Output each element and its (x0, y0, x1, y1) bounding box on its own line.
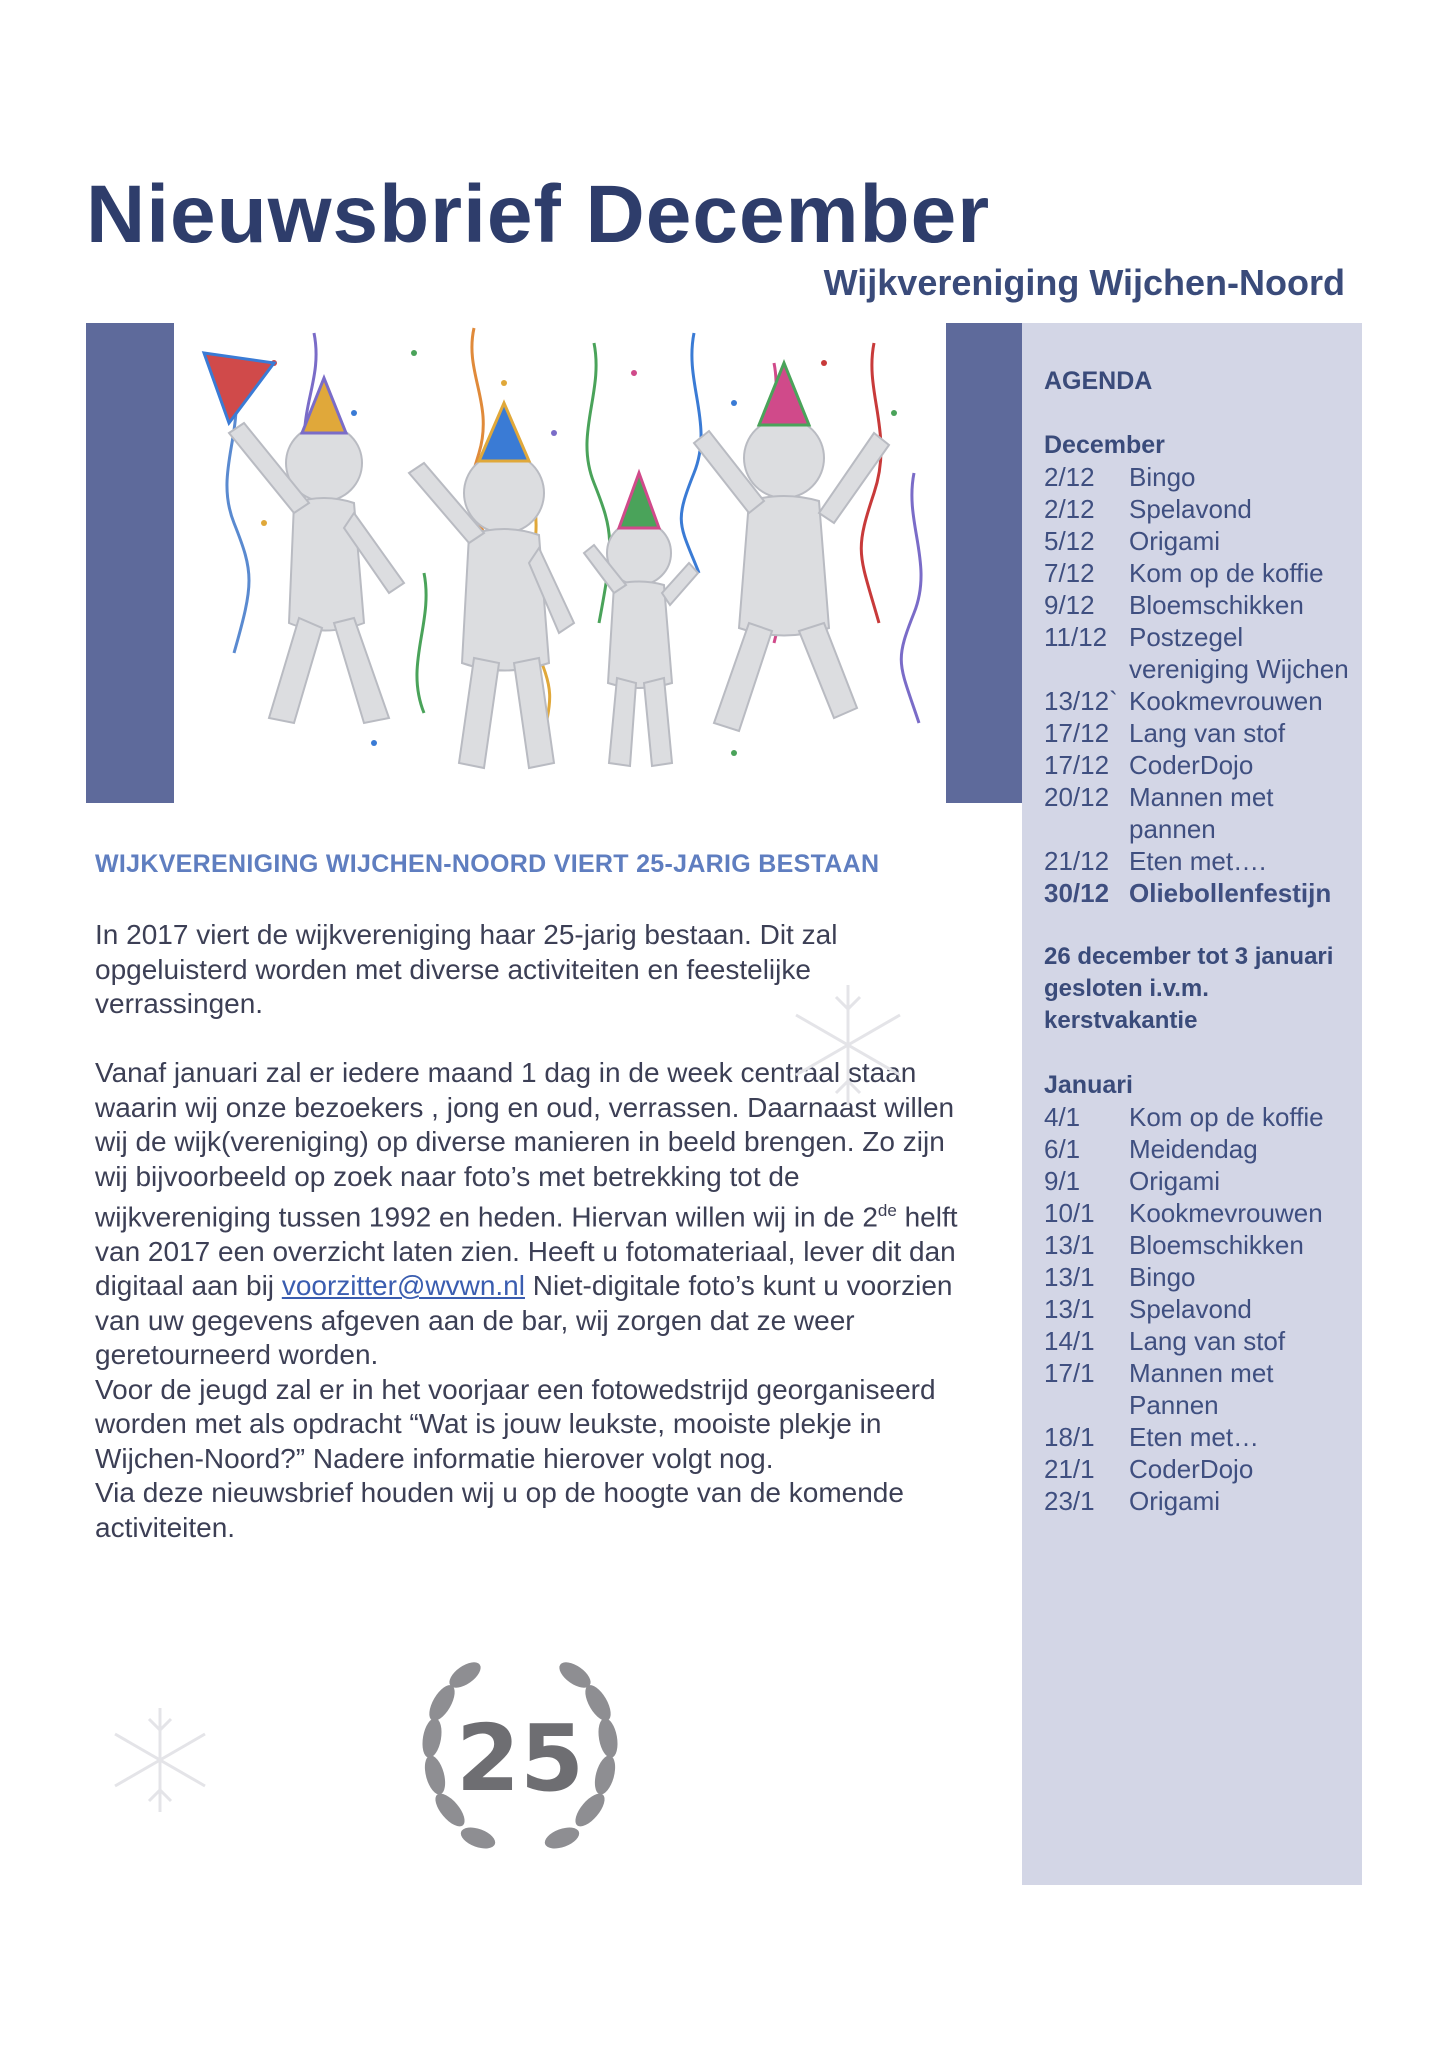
agenda-title: AGENDA (1044, 367, 1153, 395)
agenda-list (1044, 365, 1364, 1517)
agenda-item-activity: Meidendag (1129, 1134, 1258, 1164)
paragraph-main-part1: Vanaf januari zal er iedere maand 1 dag in de week centraal staan waarin wij onze bezoekers , jong en oud, verrassen. Daarnaast willen wij de wijk(vereniging) op diverse manieren in beeld brengen. Zo zijn wij bijvoorbeeld op zoek naar foto’s met betrekking tot de wijkvereniging tussen 1992 en heden. Hiervan willen wij in de 2 (95, 1057, 955, 1233)
paragraph-closing: Via deze nieuwsbrief houden wij u op de hoogte van de komende activiteiten. (95, 1477, 904, 1543)
agenda-item-date: 2/12 (1044, 462, 1095, 492)
agenda-item (1044, 717, 1364, 749)
agenda-item (1044, 1325, 1364, 1357)
agenda-item (1044, 877, 1364, 909)
agenda-item (1044, 1293, 1364, 1325)
agenda-item (1044, 1229, 1364, 1261)
agenda-item-date: 13/12` (1044, 686, 1118, 716)
agenda-item (1044, 621, 1364, 685)
agenda-item-date: 4/1 (1044, 1102, 1081, 1132)
agenda-item-date: 17/12 (1044, 750, 1110, 780)
agenda-item-date: 2/12 (1044, 494, 1095, 524)
agenda-item (1044, 557, 1364, 589)
agenda-item (1044, 1485, 1364, 1517)
agenda-panel (1022, 323, 1362, 1885)
agenda-item-activity: Mannen met Pannen (1129, 1358, 1274, 1420)
agenda-item (1044, 1133, 1364, 1165)
agenda-item-activity: Origami (1129, 1166, 1221, 1196)
agenda-item-activity: Kookmevrouwen (1129, 686, 1323, 716)
agenda-item (1044, 1197, 1364, 1229)
agenda-item-activity: Kookmevrouwen (1129, 1198, 1323, 1228)
agenda-item (1044, 493, 1364, 525)
agenda-item-date: 21/12 (1044, 846, 1110, 876)
agenda-item-date: 13/1 (1044, 1230, 1095, 1260)
left-color-band (86, 323, 174, 803)
agenda-item (1044, 685, 1364, 717)
agenda-item-activity: CoderDojo (1129, 750, 1254, 780)
agenda-item-date: 23/1 (1044, 1486, 1095, 1516)
party-figures-image (174, 323, 946, 803)
agenda-item-date: 9/12 (1044, 590, 1095, 620)
agenda-item-activity: Origami (1129, 526, 1221, 556)
agenda-item (1044, 1453, 1364, 1485)
page-title: Nieuwsbrief December (86, 169, 991, 260)
agenda-item-activity: Origami (1129, 1486, 1221, 1516)
agenda-item-date: 14/1 (1044, 1326, 1095, 1356)
agenda-item (1044, 1165, 1364, 1197)
agenda-item-activity: Kom op de koffie (1129, 1102, 1324, 1132)
agenda-item-date: 9/1 (1044, 1166, 1081, 1196)
agenda-item-activity: Mannen met pannen (1129, 782, 1274, 844)
agenda-item (1044, 845, 1364, 877)
agenda-item-date: 18/1 (1044, 1422, 1095, 1452)
page-subtitle: Wijkvereniging Wijchen-Noord (823, 262, 1345, 303)
month-januari: Januari (1044, 1071, 1133, 1099)
agenda-item-activity: Bingo (1129, 1262, 1196, 1292)
agenda-item (1044, 461, 1364, 493)
paragraph-main-part3: Niet-digitale foto’s kunt u voorzien van uw gegevens afgeven aan de bar, wij zorgen dat ze weer geretourneerd worden. (95, 1270, 953, 1371)
agenda-item-date: 13/1 (1044, 1262, 1095, 1292)
agenda-item (1044, 1421, 1364, 1453)
agenda-item-date: 17/12 (1044, 718, 1110, 748)
agenda-item (1044, 525, 1364, 557)
month-december: December (1044, 431, 1165, 459)
agenda-item (1044, 1261, 1364, 1293)
agenda-item-activity: Kom op de koffie (1129, 558, 1324, 588)
agenda-item-activity: Eten met… (1129, 1422, 1260, 1452)
ordinal-superscript: de (877, 1201, 897, 1220)
email-link[interactable]: voorzitter@wvwn.nl (281, 1270, 525, 1302)
agenda-item-date: 20/12 (1044, 782, 1110, 812)
agenda-item-activity: Eten met…. (1129, 846, 1267, 876)
agenda-item (1044, 1101, 1364, 1133)
december-events (1044, 461, 1364, 909)
agenda-item-activity: Spelavond (1129, 494, 1252, 524)
closed-notice: 26 december tot 3 januari gesloten i.v.m. kerstvakantie (1044, 943, 1334, 1034)
paragraph-intro: In 2017 viert de wijkvereniging haar 25-jarig bestaan. Dit zal opgeluisterd worden met diverse activiteiten en feestelijke verrassingen. (95, 919, 838, 1019)
agenda-item-activity: Lang van stof (1129, 718, 1286, 748)
party-illustration (174, 323, 946, 803)
agenda-item-activity: Bloemschikken (1129, 1230, 1304, 1260)
agenda-item-activity: Bingo (1129, 462, 1196, 492)
right-color-band (946, 323, 1022, 803)
agenda-item-activity: Bloemschikken (1129, 590, 1304, 620)
agenda-item (1044, 589, 1364, 621)
agenda-item-activity: Spelavond (1129, 1294, 1252, 1324)
badge-number: 25 (455, 1705, 585, 1812)
agenda-item-date: 21/1 (1044, 1454, 1095, 1484)
agenda-item-activity: Oliebollenfestijn (1129, 878, 1332, 908)
agenda-item-activity: Postzegel vereniging Wijchen (1129, 622, 1349, 684)
agenda-item-date: 10/1 (1044, 1198, 1095, 1228)
agenda-item-date: 7/12 (1044, 558, 1095, 588)
anniversary-badge (410, 1650, 630, 1865)
agenda-item (1044, 1357, 1364, 1421)
snowflake-icon (778, 975, 918, 1115)
agenda-item-date: 11/12 (1044, 622, 1108, 652)
agenda-item-date: 6/1 (1044, 1134, 1081, 1164)
agenda-item-date: 17/1 (1044, 1358, 1095, 1388)
paragraph-youth-contest: Voor de jeugd zal er in het voorjaar een fotowedstrijd georganiseerd worden met als opdracht “Wat is jouw leukste, mooiste plekje in Wijchen-Noord?” Nadere informatie hierover volgt nog. (95, 1373, 936, 1474)
agenda-item-date: 13/1 (1044, 1294, 1095, 1324)
snowflake-icon (100, 1700, 220, 1820)
agenda-item (1044, 749, 1364, 781)
agenda-item (1044, 781, 1364, 845)
article-headline: WIJKVERENIGING WIJCHEN-NOORD VIERT 25-JARIG BESTAAN (95, 850, 880, 878)
agenda-item-date: 30/12 (1044, 878, 1110, 908)
januari-events (1044, 1101, 1364, 1517)
agenda-item-date: 5/12 (1044, 526, 1095, 556)
agenda-item-activity: Lang van stof (1129, 1326, 1286, 1356)
paragraph-main-part2: helft van 2017 een overzicht laten zien. Heeft u fotomateriaal, lever dit dan digitaal aan bij (95, 1201, 958, 1302)
agenda-item-activity: CoderDojo (1129, 1454, 1254, 1484)
